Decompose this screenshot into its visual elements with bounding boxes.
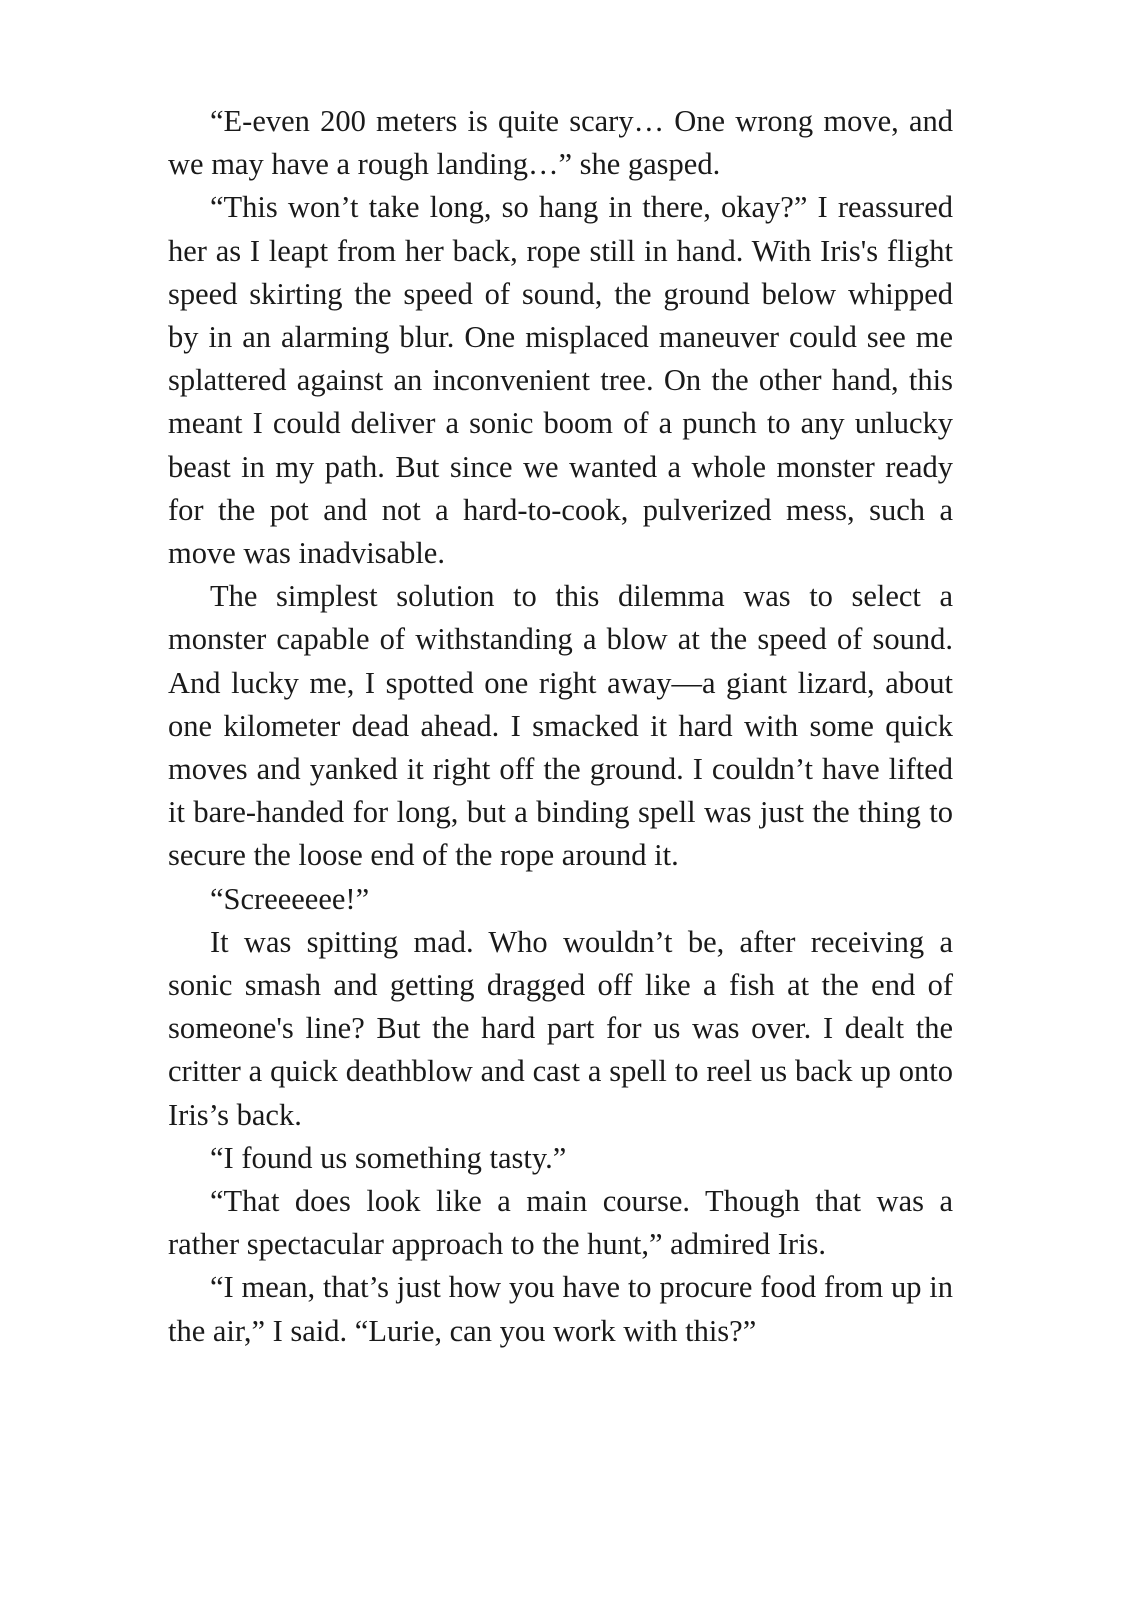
page-body-text [168, 100, 953, 1353]
paragraph-5: It was spitting mad. Who wouldn’t be, after receiving a sonic smash and getting dragged off like a fish at the end of someone's line? But the hard part for us was over. I dealt the critter a quick deathblow and cast a spell to reel us back up onto Iris’s back. [168, 924, 953, 1132]
paragraph-6: “I found us something tasty.” [210, 1140, 567, 1175]
paragraph-2: “This won’t take long, so hang in there, okay?” I reassured her as I leapt from her back, rope still in hand. With Iris's flight speed skirting the speed of sound, the ground below whipped by in an alarming blur. One misplaced maneuver could see me splattered against an inconvenient tree. On the other hand, this meant I could deliver a sonic boom of a punch to any unlucky beast in my path. But since we wanted a whole monster ready for the pot and not a hard-to-cook, pulverized mess, such a move was inadvisable. [168, 190, 953, 571]
paragraph-7: “That does look like a main course. Though that was a rather spectacular approach to the hunt,” admired Iris. [168, 1184, 953, 1262]
paragraph-1: “E-even 200 meters is quite scary… One wrong move, and we may have a rough landing…” she gasped. [168, 104, 953, 182]
paragraph-4: “Screeeeee!” [210, 881, 370, 916]
paragraph-3: The simplest solution to this dilemma was to select a monster capable of withstanding a blow at the speed of sound. And lucky me, I spotted one right away—a giant lizard, about one kilometer dead ahead. I smacked it hard with some quick moves and yanked it right off the ground. I couldn’t have lifted it bare-handed for long, but a binding spell was just the thing to secure the loose end of the rope around it. [168, 579, 953, 873]
paragraph-8: “I mean, that’s just how you have to procure food from up in the air,” I said. “Lurie, can you work with this?” [168, 1270, 953, 1348]
